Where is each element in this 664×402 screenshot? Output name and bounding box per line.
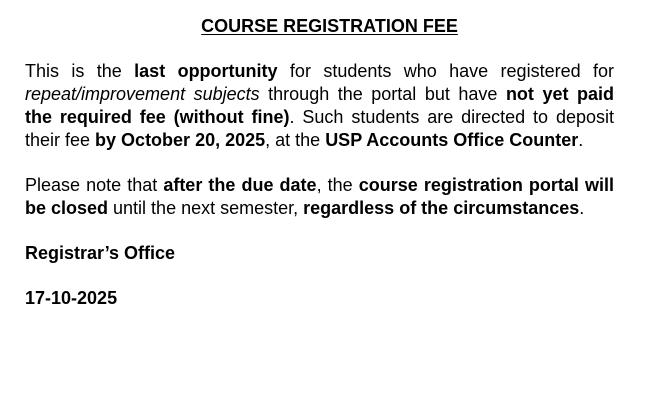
p2-bold-circumstances: regardless of the circumstances <box>303 198 580 218</box>
notice-date: 17-10-2025 <box>25 288 118 308</box>
notice-title: COURSE REGISTRATION FEE <box>201 16 458 36</box>
p1-bold-counter: USP Accounts Office Counter <box>325 130 579 150</box>
p2-bold-due-date: after the due date <box>163 175 317 195</box>
notice-paragraph-1 <box>25 60 614 152</box>
p1-bold-not-paid: not yet paid the required fee (without fine) <box>25 84 614 127</box>
p1-text-6: . <box>578 130 584 150</box>
notice-paragraph-2 <box>25 174 614 220</box>
p2-bold-portal-closed: course registration portal will be closed <box>25 175 614 218</box>
p1-text-5: , at the <box>265 130 326 150</box>
p2-text-1: Please note that <box>25 175 164 195</box>
p1-text-4: . Such students are directed to deposit their fee <box>25 107 614 150</box>
office-signature: Registrar’s Office <box>25 243 176 263</box>
p2-text-2: , the <box>316 175 359 195</box>
p1-italic-subjects: repeat/improvement subjects <box>25 84 260 104</box>
p1-text-3: through the portal but have <box>259 84 506 104</box>
p1-bold-deadline: by October 20, 2025 <box>95 130 266 150</box>
p1-text-2: for students who have registered for <box>277 61 614 81</box>
p1-text-1: This is the <box>25 61 135 81</box>
p2-text-4: . <box>579 198 585 218</box>
p2-text-3: until the next semester, <box>108 198 304 218</box>
p1-bold-last-opportunity: last opportunity <box>134 61 278 81</box>
